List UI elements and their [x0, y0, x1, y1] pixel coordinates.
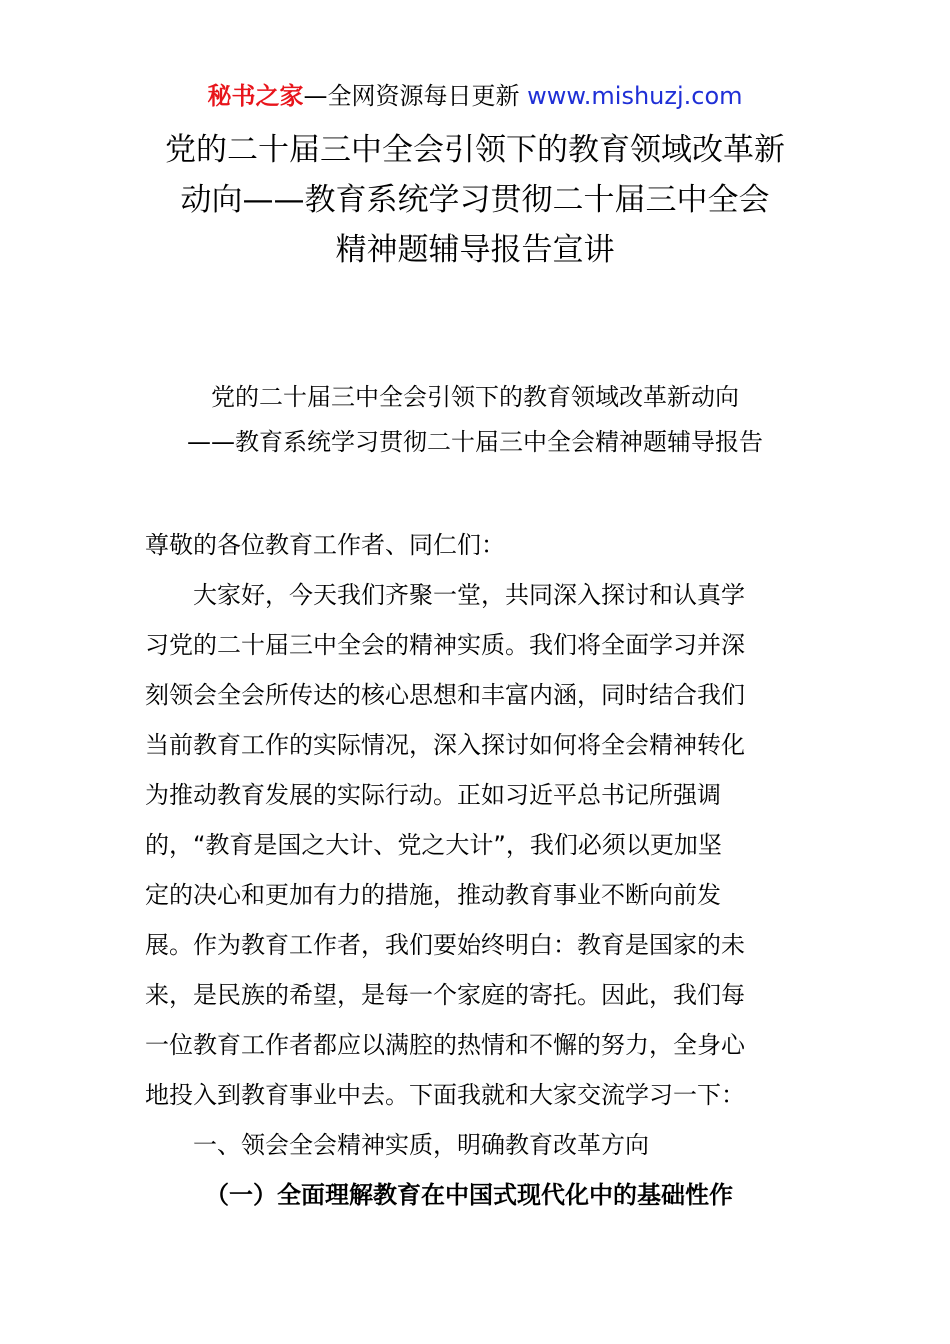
- paragraph-line: 来，是民族的希望，是每一个家庭的寄托。因此，我们每: [145, 981, 745, 1009]
- paragraph-line: 展。作为教育工作者，我们要始终明白：教育是国家的未: [145, 931, 745, 959]
- paragraph-line: 定的决心和更加有力的措施，推动教育事业不断向前发: [145, 881, 721, 909]
- document-body: [145, 520, 805, 1220]
- subtitle-line-1: 党的二十届三中全会引领下的教育领域改革新动向: [211, 383, 739, 411]
- subsection-heading: （一）全面理解教育在中国式现代化中的基础性作: [205, 1181, 733, 1209]
- title-line-2: 动向——教育系统学习贯彻二十届三中全会: [180, 182, 770, 218]
- title-line-1: 党的二十届三中全会引领下的教育领域改革新: [165, 132, 785, 168]
- site-url-link[interactable]: www.mishuzj.com: [527, 82, 743, 110]
- paragraph-line: 的，“教育是国之大计、党之大计”，我们必须以更加坚: [145, 831, 722, 859]
- brand-name: 秘书之家: [207, 82, 304, 110]
- paragraph-line: 为推动教育发展的实际行动。正如习近平总书记所强调: [145, 781, 721, 809]
- subtitle-line-2: ——教育系统学习贯彻二十届三中全会精神题辅导报告: [187, 428, 763, 456]
- site-header: [0, 80, 950, 112]
- paragraph-line: 刻领会全会所传达的核心思想和丰富内涵，同时结合我们: [145, 681, 745, 709]
- paragraph-line: 习党的二十届三中全会的精神实质。我们将全面学习并深: [145, 631, 745, 659]
- paragraph-line: 大家好，今天我们齐聚一堂，共同深入探讨和认真学: [193, 581, 745, 609]
- paragraph-line: 一位教育工作者都应以满腔的热情和不懈的努力，全身心: [145, 1031, 745, 1059]
- title-line-3: 精神题辅导报告宣讲: [335, 232, 615, 268]
- paragraph-line: 地投入到教育事业中去。下面我就和大家交流学习一下：: [145, 1081, 745, 1109]
- document-subtitle: [100, 375, 850, 465]
- section-heading: 一、领会全会精神实质，明确教育改革方向: [193, 1131, 649, 1159]
- header-tagline: —全网资源每日更新: [303, 82, 528, 110]
- document-title: [100, 125, 850, 275]
- salutation: 尊敬的各位教育工作者、同仁们：: [145, 531, 505, 559]
- paragraph-line: 当前教育工作的实际情况，深入探讨如何将全会精神转化: [145, 731, 745, 759]
